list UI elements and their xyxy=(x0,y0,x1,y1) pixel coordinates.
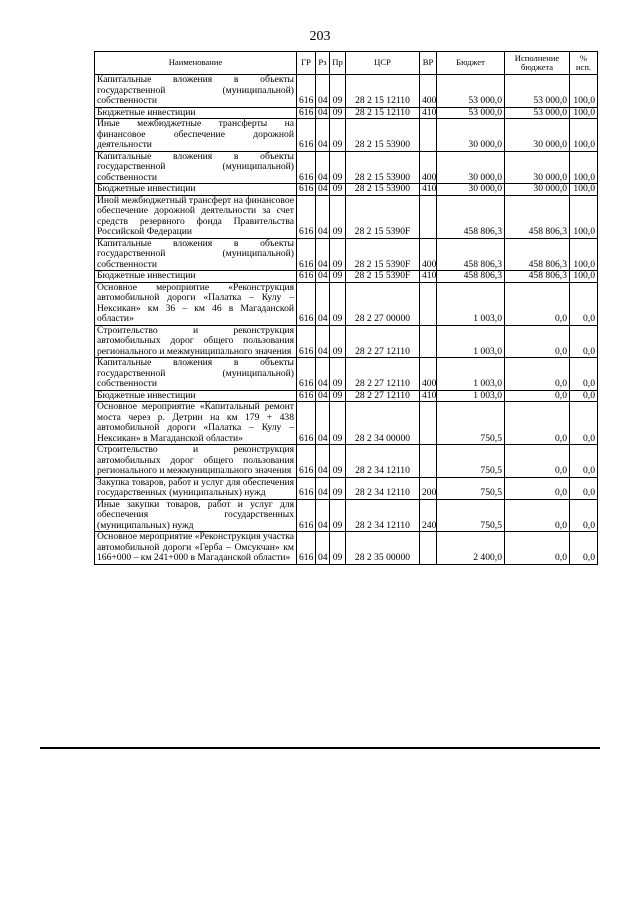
cell-vr xyxy=(420,195,437,238)
header-execution: Исполнение бюджета xyxy=(505,52,570,75)
header-vr: ВР xyxy=(420,52,437,75)
cell-pr: 09 xyxy=(330,151,346,184)
cell-vr xyxy=(420,532,437,565)
table-row xyxy=(95,195,598,238)
table-body xyxy=(95,75,598,565)
cell-vr: 400 xyxy=(420,358,437,391)
cell-vr: 410 xyxy=(420,184,437,196)
cell-pr: 09 xyxy=(330,532,346,565)
cell-vr: 200 xyxy=(420,477,437,499)
cell-name: Иные межбюджетные трансферты на финансовое обеспечение дорожной деятельности xyxy=(95,119,297,152)
cell-execution: 458 806,3 xyxy=(505,195,570,238)
cell-gr: 616 xyxy=(297,499,316,532)
cell-rz: 04 xyxy=(316,445,330,478)
budget-table xyxy=(94,51,598,565)
cell-name: Бюджетные инвестиции xyxy=(95,184,297,196)
table-row xyxy=(95,325,598,358)
cell-name: Основное мероприятие «Капитальный ремонт моста через р. Детрин на км 179 + 438 автомобильной дороги «Палатка – Кулу – Нексикан» в Магаданской области» xyxy=(95,402,297,445)
table-row xyxy=(95,107,598,119)
cell-budget: 1 003,0 xyxy=(437,325,505,358)
cell-execution: 458 806,3 xyxy=(505,238,570,271)
table-row xyxy=(95,184,598,196)
cell-gr: 616 xyxy=(297,358,316,391)
cell-execution: 0,0 xyxy=(505,390,570,402)
cell-pr: 09 xyxy=(330,358,346,391)
cell-budget: 750,5 xyxy=(437,445,505,478)
cell-execution: 0,0 xyxy=(505,325,570,358)
cell-rz: 04 xyxy=(316,358,330,391)
cell-rz: 04 xyxy=(316,271,330,283)
cell-gr: 616 xyxy=(297,402,316,445)
cell-gr: 616 xyxy=(297,184,316,196)
header-name: Наименование xyxy=(95,52,297,75)
page-number: 203 xyxy=(309,29,331,44)
cell-budget: 53 000,0 xyxy=(437,75,505,108)
cell-vr: 400 xyxy=(420,238,437,271)
cell-csr: 28 2 35 00000 xyxy=(346,532,420,565)
cell-budget: 458 806,3 xyxy=(437,271,505,283)
cell-name: Бюджетные инвестиции xyxy=(95,107,297,119)
cell-percent: 0,0 xyxy=(570,477,598,499)
cell-csr: 28 2 27 00000 xyxy=(346,282,420,325)
cell-name: Бюджетные инвестиции xyxy=(95,390,297,402)
cell-csr: 28 2 15 5390F xyxy=(346,271,420,283)
cell-execution: 0,0 xyxy=(505,477,570,499)
cell-percent: 100,0 xyxy=(570,271,598,283)
cell-budget: 750,5 xyxy=(437,499,505,532)
cell-execution: 0,0 xyxy=(505,282,570,325)
cell-percent: 0,0 xyxy=(570,532,598,565)
cell-name: Строительство и реконструкция автомобильных дорог общего пользования регионального и межмуниципального значения xyxy=(95,325,297,358)
cell-percent: 100,0 xyxy=(570,107,598,119)
table-row xyxy=(95,532,598,565)
cell-pr: 09 xyxy=(330,282,346,325)
cell-gr: 616 xyxy=(297,195,316,238)
cell-name: Бюджетные инвестиции xyxy=(95,271,297,283)
table-row xyxy=(95,238,598,271)
cell-gr: 616 xyxy=(297,75,316,108)
cell-execution: 30 000,0 xyxy=(505,151,570,184)
cell-name: Закупка товаров, работ и услуг для обеспечения государственных (муниципальных) нужд xyxy=(95,477,297,499)
cell-budget: 750,5 xyxy=(437,402,505,445)
cell-gr: 616 xyxy=(297,151,316,184)
table-row xyxy=(95,358,598,391)
cell-vr xyxy=(420,445,437,478)
cell-rz: 04 xyxy=(316,325,330,358)
cell-execution: 53 000,0 xyxy=(505,75,570,108)
cell-budget: 30 000,0 xyxy=(437,184,505,196)
cell-percent: 100,0 xyxy=(570,184,598,196)
cell-pr: 09 xyxy=(330,195,346,238)
cell-percent: 0,0 xyxy=(570,325,598,358)
cell-pr: 09 xyxy=(330,325,346,358)
cell-name: Иные закупки товаров, работ и услуг для обеспечения государственных (муниципальных) нужд xyxy=(95,499,297,532)
cell-csr: 28 2 34 12110 xyxy=(346,499,420,532)
cell-pr: 09 xyxy=(330,477,346,499)
cell-gr: 616 xyxy=(297,119,316,152)
table-row xyxy=(95,119,598,152)
cell-budget: 53 000,0 xyxy=(437,107,505,119)
cell-execution: 0,0 xyxy=(505,402,570,445)
cell-percent: 0,0 xyxy=(570,390,598,402)
cell-vr: 410 xyxy=(420,390,437,402)
cell-name: Основное мероприятие «Реконструкция участка автомобильной дороги «Герба – Омсукчан» км 166+000 – км 241+000 в Магаданской области» xyxy=(95,532,297,565)
cell-csr: 28 2 27 12110 xyxy=(346,358,420,391)
cell-execution: 0,0 xyxy=(505,499,570,532)
cell-percent: 100,0 xyxy=(570,119,598,152)
cell-percent: 0,0 xyxy=(570,282,598,325)
cell-budget: 30 000,0 xyxy=(437,151,505,184)
cell-gr: 616 xyxy=(297,445,316,478)
cell-csr: 28 2 15 53900 xyxy=(346,119,420,152)
cell-csr: 28 2 15 12110 xyxy=(346,75,420,108)
cell-budget: 2 400,0 xyxy=(437,532,505,565)
cell-rz: 04 xyxy=(316,107,330,119)
cell-csr: 28 2 15 5390F xyxy=(346,238,420,271)
cell-gr: 616 xyxy=(297,477,316,499)
cell-percent: 0,0 xyxy=(570,358,598,391)
cell-csr: 28 2 34 12110 xyxy=(346,445,420,478)
cell-rz: 04 xyxy=(316,390,330,402)
cell-execution: 30 000,0 xyxy=(505,184,570,196)
cell-budget: 458 806,3 xyxy=(437,195,505,238)
cell-vr: 410 xyxy=(420,107,437,119)
cell-budget: 1 003,0 xyxy=(437,358,505,391)
cell-vr: 240 xyxy=(420,499,437,532)
cell-pr: 09 xyxy=(330,238,346,271)
cell-csr: 28 2 15 5390F xyxy=(346,195,420,238)
cell-rz: 04 xyxy=(316,499,330,532)
cell-rz: 04 xyxy=(316,402,330,445)
table-row xyxy=(95,477,598,499)
cell-vr: 400 xyxy=(420,75,437,108)
table-row xyxy=(95,390,598,402)
header-percent: % исп. xyxy=(570,52,598,75)
header-gr: ГР xyxy=(297,52,316,75)
cell-csr: 28 2 15 12110 xyxy=(346,107,420,119)
cell-name: Капитальные вложения в объекты государственной (муниципальной) собственности xyxy=(95,358,297,391)
cell-rz: 04 xyxy=(316,532,330,565)
cell-percent: 0,0 xyxy=(570,499,598,532)
cell-gr: 616 xyxy=(297,107,316,119)
cell-budget: 30 000,0 xyxy=(437,119,505,152)
cell-pr: 09 xyxy=(330,107,346,119)
cell-csr: 28 2 15 53900 xyxy=(346,151,420,184)
cell-rz: 04 xyxy=(316,282,330,325)
cell-pr: 09 xyxy=(330,445,346,478)
cell-percent: 0,0 xyxy=(570,445,598,478)
cell-percent: 100,0 xyxy=(570,151,598,184)
header-csr: ЦСР xyxy=(346,52,420,75)
table-row xyxy=(95,445,598,478)
cell-vr xyxy=(420,325,437,358)
cell-percent: 100,0 xyxy=(570,75,598,108)
cell-pr: 09 xyxy=(330,271,346,283)
table-row xyxy=(95,75,598,108)
cell-gr: 616 xyxy=(297,325,316,358)
table-row xyxy=(95,499,598,532)
cell-rz: 04 xyxy=(316,477,330,499)
header-budget: Бюджет xyxy=(437,52,505,75)
cell-rz: 04 xyxy=(316,238,330,271)
cell-gr: 616 xyxy=(297,271,316,283)
cell-name: Строительство и реконструкция автомобильных дорог общего пользования регионального и межмуниципального значения xyxy=(95,445,297,478)
cell-execution: 458 806,3 xyxy=(505,271,570,283)
cell-gr: 616 xyxy=(297,532,316,565)
footer-rule xyxy=(40,747,600,749)
cell-name: Капитальные вложения в объекты государственной (муниципальной) собственности xyxy=(95,75,297,108)
cell-budget: 1 003,0 xyxy=(437,282,505,325)
cell-gr: 616 xyxy=(297,390,316,402)
table-header-row xyxy=(95,52,598,75)
cell-execution: 30 000,0 xyxy=(505,119,570,152)
cell-vr xyxy=(420,282,437,325)
cell-budget: 1 003,0 xyxy=(437,390,505,402)
cell-csr: 28 2 27 12110 xyxy=(346,325,420,358)
cell-rz: 04 xyxy=(316,151,330,184)
cell-name: Основное мероприятие «Реконструкция автомобильной дороги «Палатка – Кулу – Нексикан» км 36 – км 46 в Магаданской области» xyxy=(95,282,297,325)
cell-percent: 100,0 xyxy=(570,195,598,238)
cell-execution: 0,0 xyxy=(505,445,570,478)
cell-vr: 410 xyxy=(420,271,437,283)
cell-rz: 04 xyxy=(316,119,330,152)
cell-pr: 09 xyxy=(330,75,346,108)
cell-gr: 616 xyxy=(297,282,316,325)
cell-csr: 28 2 34 12110 xyxy=(346,477,420,499)
cell-pr: 09 xyxy=(330,390,346,402)
cell-pr: 09 xyxy=(330,184,346,196)
table-row xyxy=(95,282,598,325)
cell-rz: 04 xyxy=(316,75,330,108)
table-row xyxy=(95,271,598,283)
cell-budget: 750,5 xyxy=(437,477,505,499)
cell-csr: 28 2 34 00000 xyxy=(346,402,420,445)
cell-pr: 09 xyxy=(330,119,346,152)
table-row xyxy=(95,402,598,445)
cell-execution: 53 000,0 xyxy=(505,107,570,119)
cell-pr: 09 xyxy=(330,402,346,445)
cell-execution: 0,0 xyxy=(505,358,570,391)
cell-name: Капитальные вложения в объекты государственной (муниципальной) собственности xyxy=(95,151,297,184)
cell-pr: 09 xyxy=(330,499,346,532)
cell-execution: 0,0 xyxy=(505,532,570,565)
cell-rz: 04 xyxy=(316,184,330,196)
cell-name: Капитальные вложения в объекты государственной (муниципальной) собственности xyxy=(95,238,297,271)
cell-vr: 400 xyxy=(420,151,437,184)
cell-vr xyxy=(420,119,437,152)
cell-percent: 100,0 xyxy=(570,238,598,271)
header-rz: Рз xyxy=(316,52,330,75)
cell-vr xyxy=(420,402,437,445)
header-pr: Пр xyxy=(330,52,346,75)
cell-rz: 04 xyxy=(316,195,330,238)
cell-gr: 616 xyxy=(297,238,316,271)
cell-csr: 28 2 27 12110 xyxy=(346,390,420,402)
table-row xyxy=(95,151,598,184)
cell-csr: 28 2 15 53900 xyxy=(346,184,420,196)
cell-name: Иной межбюджетный трансферт на финансовое обеспечение дорожной деятельности за счет средств резервного фонда Правительства Российской Федерации xyxy=(95,195,297,238)
cell-percent: 0,0 xyxy=(570,402,598,445)
cell-budget: 458 806,3 xyxy=(437,238,505,271)
